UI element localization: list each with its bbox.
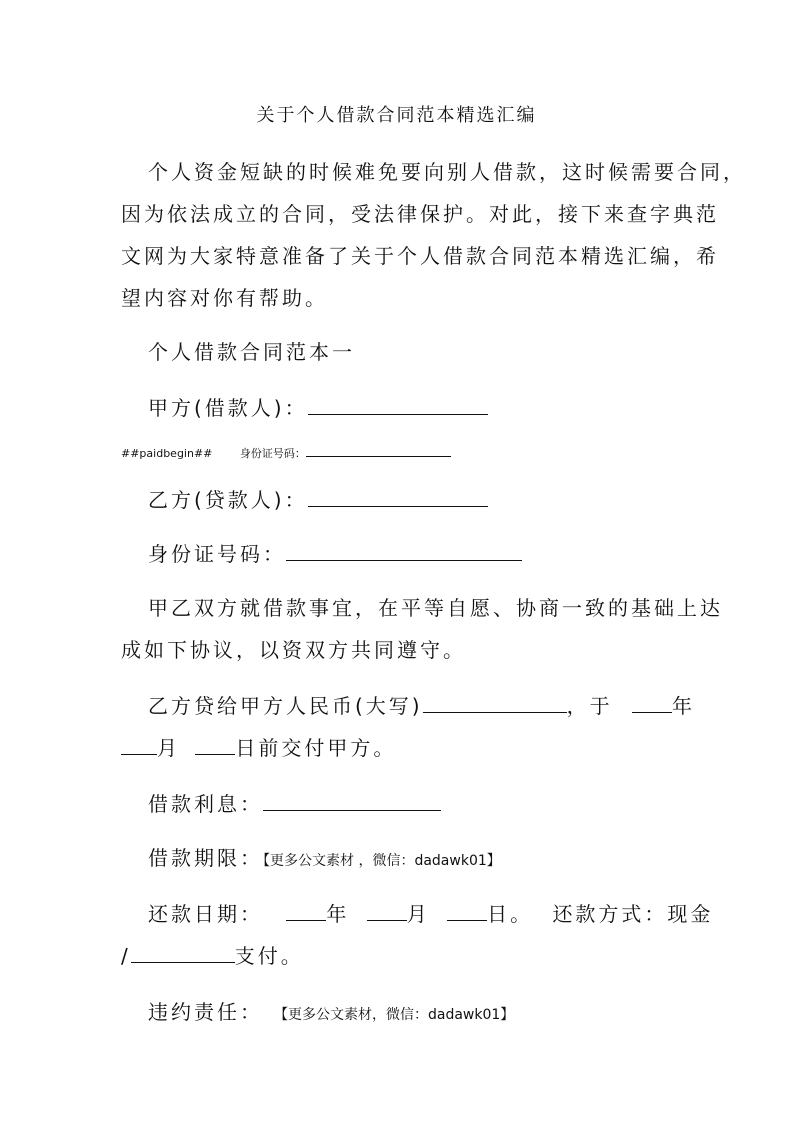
amount-blank: [423, 694, 567, 713]
repay-label: 还款日期：: [148, 902, 263, 926]
pay-method-blank: [131, 944, 235, 963]
repay-method: 还款方式：现金: [552, 902, 714, 926]
paid-marker: ##paidbegin##: [121, 447, 213, 460]
interest-row: [148, 792, 441, 816]
id-small-blank: [306, 446, 451, 457]
pay-suffix: 支付。: [234, 944, 304, 968]
repay-day-blank: [447, 902, 487, 921]
party-a-blank: [308, 396, 488, 415]
agreement-line-1: 甲乙双方就借款事宜，在平等自愿、协商一致的基础上达: [148, 596, 723, 620]
interest-blank: [263, 792, 441, 811]
intro-line-1: 个人资金短缺的时候难免要向别人借款，这时候需要合同，: [148, 160, 746, 184]
breach-row: [148, 1000, 514, 1027]
day-blank: [195, 736, 235, 755]
id-label: 身份证号码：: [148, 542, 286, 566]
year-label: 年: [671, 694, 695, 718]
paid-row: [121, 446, 451, 461]
month-label: 月: [157, 736, 180, 760]
intro-line-4: 望内容对你有帮助。: [121, 286, 328, 310]
repay-row-1: [148, 902, 713, 926]
party-b-label: 乙方(贷款人)：: [148, 488, 308, 512]
lend-row-2: [121, 736, 396, 760]
interest-label: 借款利息：: [148, 792, 263, 816]
intro-line-2: 因为依法成立的合同，受法律保护。对此，接下来查字典范: [121, 202, 719, 226]
breach-label: 违约责任：: [148, 1000, 263, 1024]
breach-note: 【更多公文素材，微信：dadawk01】: [281, 1007, 515, 1023]
month-blank: [121, 736, 157, 755]
repay-month-blank: [367, 902, 407, 921]
lend-text-1: 乙方贷给甲方人民币(大写): [148, 694, 423, 718]
party-b-row: [148, 488, 488, 512]
term-row: [148, 846, 501, 873]
id-blank: [286, 542, 522, 561]
repay-month-label: 月: [406, 902, 430, 926]
term-label: 借款期限：: [148, 846, 263, 870]
year-blank: [632, 694, 672, 713]
agreement-line-2: 成如下协议，以资双方共同遵守。: [121, 638, 466, 662]
repay-day-label: 日。: [487, 902, 534, 926]
repay-year-blank: [286, 902, 326, 921]
repay-row-2: [121, 944, 304, 968]
lend-text-2: ，于: [566, 694, 613, 718]
day-deliver: 日前交付甲方。: [235, 736, 397, 760]
id-small-label: 身份证号码：: [239, 447, 306, 460]
party-a-row: [148, 396, 488, 420]
lend-row-1: [148, 694, 695, 718]
term-note: 【更多公文素材 ，微信：dadawk01】: [263, 853, 501, 869]
party-a-label: 甲方(借款人)：: [148, 396, 308, 420]
party-b-blank: [308, 488, 488, 507]
page-title: 关于个人借款合同范本精选汇编: [256, 105, 537, 126]
id-row: [148, 542, 522, 566]
section-heading: 个人借款合同范本一: [148, 340, 355, 364]
repay-year-label: 年: [326, 902, 350, 926]
slash: /: [121, 944, 131, 968]
intro-line-3: 文网为大家特意准备了关于个人借款合同范本精选汇编，希: [121, 244, 719, 268]
